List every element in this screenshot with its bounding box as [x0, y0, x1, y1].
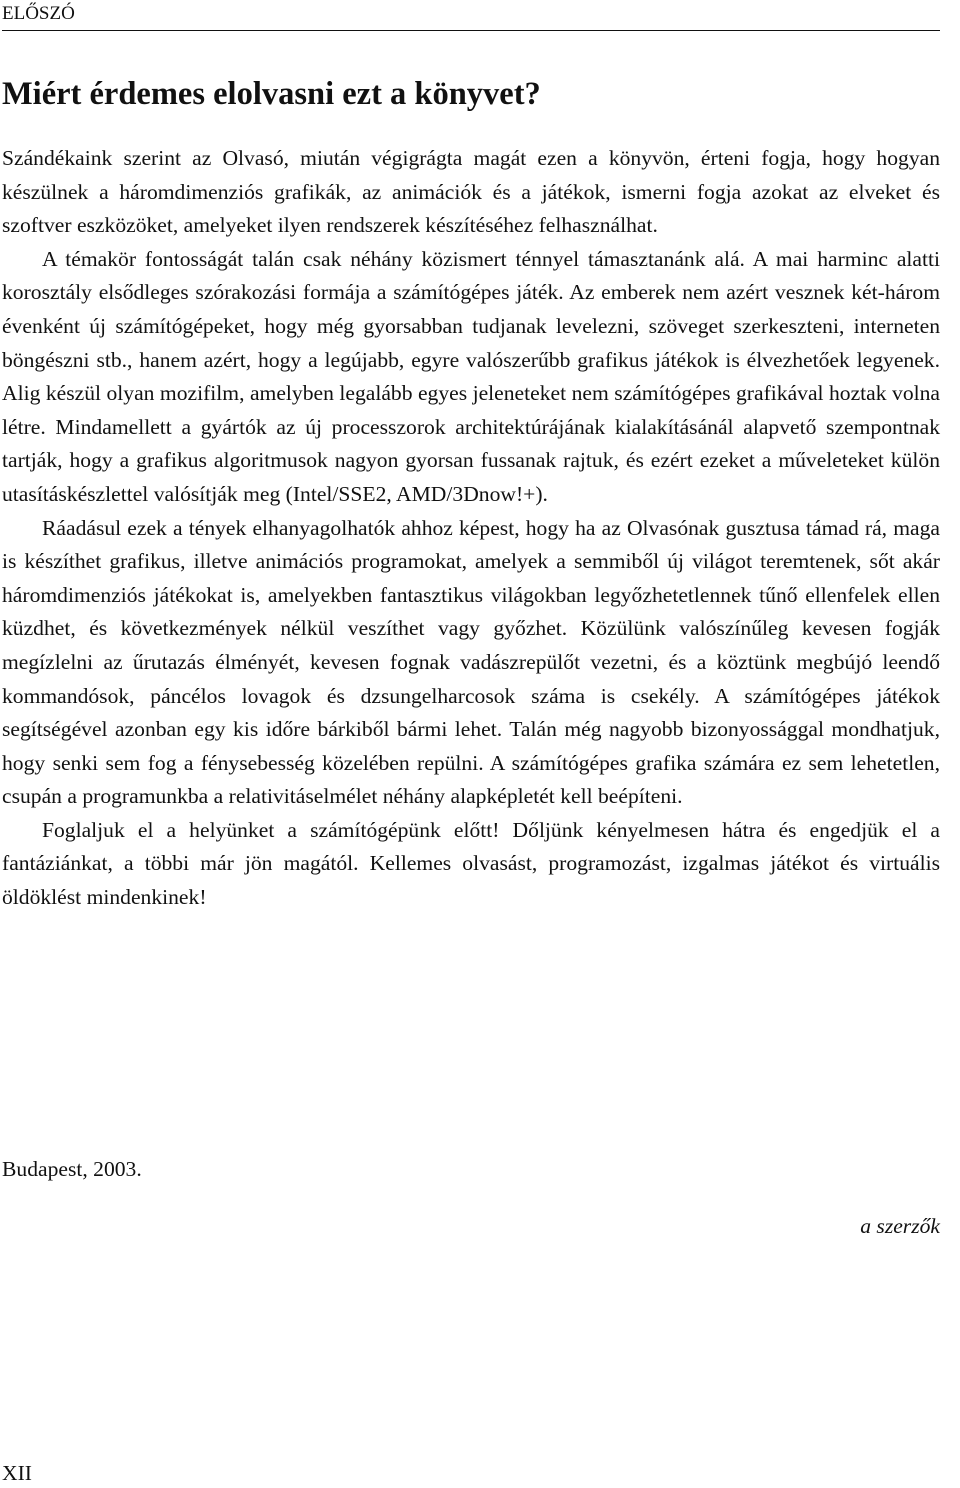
- paragraph-3: Ráadásul ezek a tények elhanyagolhatók ahhoz képest, hogy ha az Olvasónak gusztusa támad rá, maga is készíthet grafikus, illetve animációs programokat, amelyek a semmiből új világot teremtenek, sőt akár háromdimenziós játékokat is, amelyekben fantasztikus világokban legyőzhetetlennek tűnő ellenfelek ellen küzdhet, és következmények nélkül veszíthet vagy győzhet. Közülünk valószínűleg kevesen fogják megízlelni az űrutazás élményét, kevesen fognak vadászrepülőt vezetni, és a köztünk megbújó leendő kommandósok, páncélos lovagok és dzsungelharcosok száma is csekély. A számítógépes játékok segítségével azonban egy kis időre bárkiből bármi lehet. Talán még nagyobb bizonyossággal mondhatjuk, hogy senki sem fog a fénysebesség közelében repülni. A számítógépes grafika számára ez sem lehetetlen, csupán a programunkba a relativitáselmélet néhány alapképletét kell beépíteni.: [2, 515, 940, 809]
- dateline: Budapest, 2003.: [2, 1157, 142, 1181]
- paragraph-2: A témakör fontosságát talán csak néhány közismert ténnyel támasztanánk alá. A mai harminc alatti korosztály elsődleges szórakozási formája a számítógépes játék. Az emberek nem azért vesznek két-három évenként új számítógépeket, hogy még gyorsabban tudjanak levelezni, szöveget szerkeszteni, interneten böngészni stb., hanem azért, hogy a legújabb, egyre valószerűbb grafikus játékok is élvezhetőek legyenek. Alig készül olyan mozifilm, amelyben legalább egyes jeleneteket nem számítógépes grafikával hoztak volna létre. Mindamellett a gyártók az új processzorok architektúrájának kialakításánál alapvető szempontnak tartják, hogy a grafikus algoritmusok nagyon gyorsan fussanak rajtuk, és ezért ezeket a műveleteket külön utasításkészlettel valósítják meg (Intel/SSE2, AMD/3Dnow!+).: [2, 246, 940, 506]
- paragraph-1: Szándékaink szerint az Olvasó, miután végigrágta magát ezen a könyvön, érteni fogja, hogy hogyan készülnek a háromdimenziós grafikák, az animációk és a játékok, ismerni fogja azokat az elveket és szoftver eszközöket, amelyeket ilyen rendszerek készítéséhez felhasználhat.: [2, 146, 940, 238]
- running-header: [2, 2, 940, 31]
- body-text: [2, 142, 940, 915]
- page-number: XII: [2, 1461, 32, 1485]
- running-header-title: ELŐSZÓ: [2, 3, 75, 24]
- author-signature: a szerzők: [860, 1214, 940, 1238]
- chapter-title: Miért érdemes elolvasni ezt a könyvet?: [2, 76, 541, 112]
- paragraph-4: Foglaljuk el a helyünket a számítógépünk előtt! Dőljünk kényelmesen hátra és engedjük el a fantáziánkat, a többi már jön magától. Kellemes olvasást, programozást, izgalmas játékot és virtuális öldöklést mindenkinek!: [2, 817, 940, 910]
